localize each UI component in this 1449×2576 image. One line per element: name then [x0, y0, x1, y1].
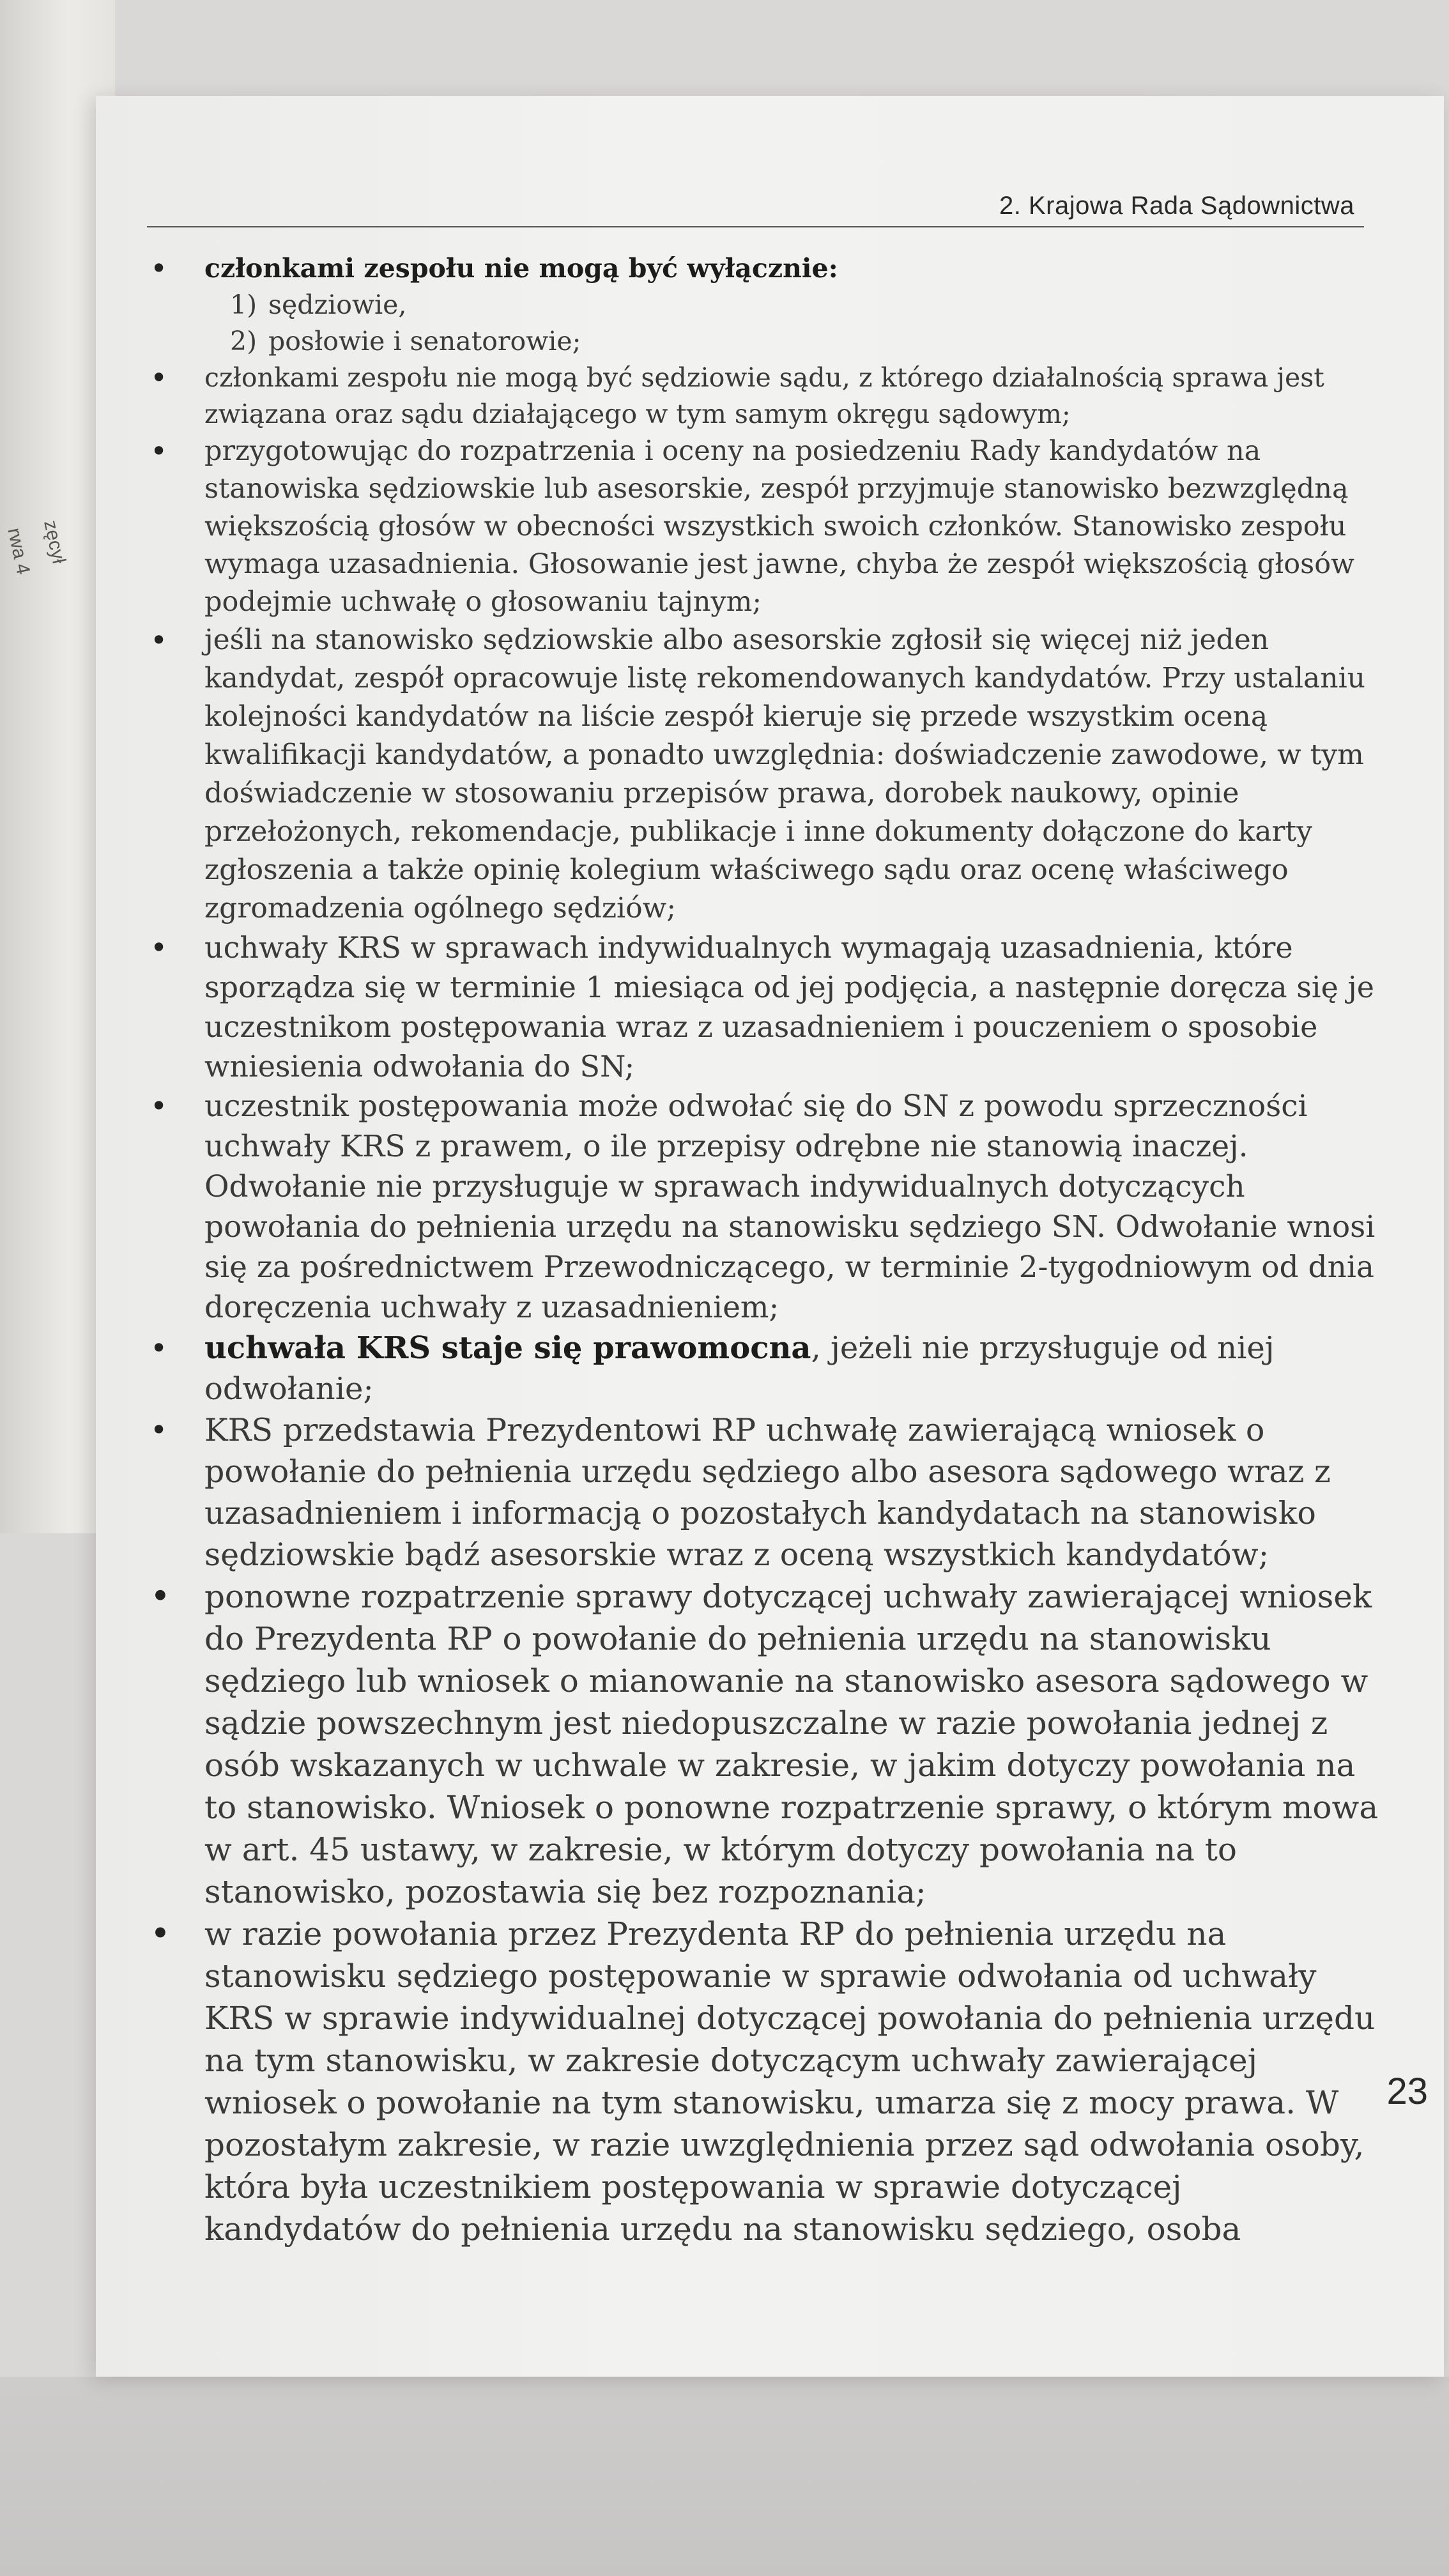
list-item	[115, 1086, 1386, 1328]
bullet-icon: •	[150, 360, 168, 395]
item-text: uchwały KRS w sprawach indywidualnych wymagają uzasadnienia, które sporządza się w terminie 1 miesiąca od jej podjęcia, a następnie doręcza się je uczestnikom postępowania wraz z uzasadnieniem i pouczeniem o sposobie wniesienia odwołania do SN;	[204, 930, 1374, 1084]
bullet-icon: •	[150, 1413, 168, 1447]
header-rule	[147, 226, 1364, 227]
bullet-icon: •	[150, 1576, 171, 1616]
bullet-icon: •	[150, 1089, 168, 1123]
list-item	[115, 1913, 1386, 2250]
item-text: przygotowując do rozpatrzenia i oceny na posiedzeniu Rady kandydatów na stanowiska sędziowskie lub asesorskie, zespół przyjmuje stanowisko bezwzględną większością głosów w obecności wszystkich swoich członków. Stanowisko zespołu wymaga uzasadnienia. Głosowanie jest jawne, chyba że zespół większością głosów podejmie uchwałę o głosowaniu tajnym;	[204, 435, 1354, 618]
list-item	[115, 433, 1386, 621]
item-text: KRS przedstawia Prezydentowi RP uchwałę zawierającą wniosek o powołanie do pełnienia urzędu sędziego albo asesora sądowego wraz z uzasadnieniem i informacją o pozostałych kandydatach na stanowisko sędziowskie bądź asesorskie wraz z oceną wszystkich kandydatów;	[204, 1412, 1331, 1573]
list-item	[115, 1409, 1386, 1575]
item-text: członkami zespołu nie mogą być sędziowie sądu, z którego działalnością sprawa jest związana oraz sądu działającego w tym samym okręgu sądowym;	[204, 362, 1324, 429]
item-text: w razie powołania przez Prezydenta RP do pełnienia urzędu na stanowisku sędziego postępowanie w sprawie odwołania od uchwały KRS w sprawie indywidualnej dotyczącej powołania do pełnienia urzędu na tym stanowisku, w zakresie dotyczącym uchwały zawierającej wniosek o powołanie na tym stanowisku, umarza się z mocy prawa. W pozostałym zakresie, w razie uwzględnienia przez sąd odwołania osoby, która była uczestnikiem postępowania w sprawie dotyczącej kandydatów do pełnienia urzędu na stanowisku sędziego, osoba	[204, 1915, 1376, 2248]
list-item	[115, 1575, 1386, 1913]
sub-item: 2) posłowie i senatorowie;	[230, 326, 581, 356]
sub-item: 1) sędziowie,	[230, 289, 407, 320]
running-header: 2. Krajowa Rada Sądownictwa	[999, 192, 1354, 220]
item-bold-text: członkami zespołu nie mogą być wyłącznie:	[204, 253, 838, 284]
left-page-text-fragments: zęcył rwa 4	[3, 518, 70, 577]
book-page	[96, 96, 1444, 2377]
item-text: , jeżeli nie przysługuje od niej odwołanie;	[204, 1330, 1275, 1407]
bullet-icon: •	[150, 623, 168, 657]
table-surface	[0, 2377, 1449, 2576]
list-item	[115, 360, 1386, 433]
page-number: 23	[1386, 2071, 1428, 2112]
item-text: jeśli na stanowisko sędziowskie albo asesorskie zgłosił się więcej niż jeden kandydat, zespół opracowuje listę rekomendowanych kandydatów. Przy ustalaniu kolejności kandydatów na liście zespół kieruje się przede wszystkim oceną kwalifikacji kandydatów, a ponadto uwzględnia: doświadczenie zawodowe, w tym doświadczenie w stosowaniu przepisów prawa, dorobek naukowy, opinie przełożonych, rekomendacje, publikacje i inne dokumenty dołączone do karty zgłoszenia a także opinię kolegium właściwego sądu oraz ocenę właściwego zgromadzenia ogólnego sędziów;	[204, 624, 1365, 924]
list-item	[115, 621, 1386, 928]
list-item	[115, 250, 1386, 360]
list-item	[115, 1328, 1386, 1409]
item-text: uczestnik postępowania może odwołać się do SN z powodu sprzeczności uchwały KRS z prawem, o ile przepisy odrębne nie stanowią inaczej. Odwołanie nie przysługuje w sprawach indywidualnych dotyczących powołania do pełnienia urzędu na stanowisku sędziego SN. Odwołanie wnosi się za pośrednictwem Przewodniczącego, w terminie 2-tygodniowym od dnia doręczenia uchwały z uzasadnieniem;	[204, 1089, 1376, 1325]
bullet-list	[115, 241, 1386, 2250]
bullet-icon: •	[150, 930, 168, 965]
list-item	[115, 928, 1386, 1086]
bullet-icon: •	[150, 1331, 168, 1365]
bullet-icon: •	[150, 434, 168, 468]
bullet-icon: •	[150, 251, 168, 286]
item-text: ponowne rozpatrzenie sprawy dotyczącej uchwały zawierającej wniosek do Prezydenta RP o powołanie do pełnienia urzędu na stanowisku sędziego lub wniosek o mianowanie na stanowisko asesora sądowego w sądzie powszechnym jest niedopuszczalne w razie powołania jednej z osób wskazanych w uchwale w zakresie, w jakim dotyczy powołania na to stanowisko. Wniosek o ponowne rozpatrzenie sprawy, o którym mowa w art. 45 ustawy, w zakresie, w którym dotyczy powołania na to stanowisko, pozostawia się bez rozpoznania;	[204, 1578, 1379, 1910]
item-bold-text: uchwała KRS staje się prawomocna	[204, 1330, 811, 1366]
bullet-icon: •	[150, 1913, 171, 1954]
